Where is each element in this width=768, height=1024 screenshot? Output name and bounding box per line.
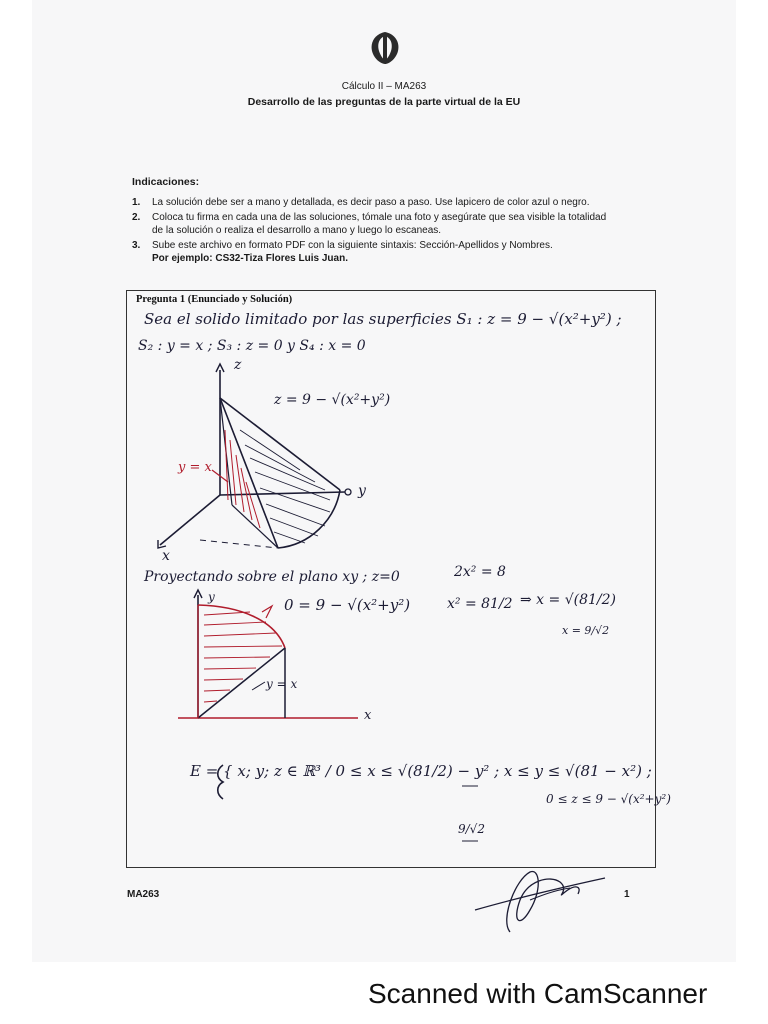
handwritten-signature	[470, 860, 610, 940]
plane-equation-label: y = x	[178, 460, 212, 475]
x-axis-label: x	[162, 548, 170, 564]
y-axis-arrow	[345, 489, 351, 495]
x-axis	[160, 495, 220, 545]
arc-pointer	[262, 606, 272, 618]
region-definition: E = { x; y; z ∈ ℝ³ / 0 ≤ x ≤ √(81/2) − y² ; x ≤ y ≤ √(81 − x²) ;	[190, 762, 652, 780]
handwritten-statement-line-2: S₂ : y = x ; S₃ : z = 0 y S₄ : x = 0	[138, 338, 366, 354]
course-title: Cálculo II – MA263	[341, 81, 427, 92]
projection-heading: Proyectando sobre el plano xy ; z=0	[144, 569, 400, 585]
equation-x-squared: x² = 81/2	[447, 596, 513, 612]
proj-y-label: y	[208, 590, 215, 604]
region-z-bounds: 0 ≤ z ≤ 9 − √(x²+y²)	[546, 792, 671, 806]
region-x-upper-value: 9/√2	[458, 822, 485, 836]
camscanner-watermark: Scanned with CamScanner	[368, 978, 708, 1009]
base-dashed-line	[200, 540, 278, 548]
equation-zero: 0 = 9 − √(x²+y²)	[284, 596, 411, 614]
equation-2x2: 2x² = 8	[454, 564, 506, 580]
instruction-number: 2.	[132, 212, 141, 223]
equation-x-value: x = 9/√2	[562, 624, 610, 637]
proj-line-label: y = x	[266, 677, 298, 691]
instruction-line: de la solución o realiza el desarrollo a mano y luego lo escaneas.	[152, 225, 442, 236]
instruction-line: La solución debe ser a mano y detallada, es decir paso a paso. Use lapicero de color azul o negro.	[152, 197, 590, 208]
footer-page-number: 1	[624, 889, 630, 900]
proj-x-label: x	[364, 708, 372, 723]
y-axis-label: y	[358, 483, 366, 499]
instruction-number: 1.	[132, 197, 141, 208]
instruction-line: Por ejemplo: CS32-Tiza Flores Luis Juan.	[152, 253, 348, 264]
surface-equation-label: z = 9 − √(x²+y²)	[274, 392, 391, 408]
z-axis-label: z	[234, 357, 242, 373]
instruction-number: 3.	[132, 240, 141, 251]
y-axis	[220, 492, 345, 495]
question-title: Pregunta 1 (Enunciado y Solución)	[136, 294, 293, 305]
document-subtitle: Desarrollo de las preguntas de la parte virtual de la EU	[247, 96, 521, 108]
base-arc	[278, 490, 340, 548]
instructions-title: Indicaciones:	[132, 176, 200, 188]
instruction-line: Coloca tu firma en cada una de las soluciones, tómale una foto y asegúrate que sea visible la totalidad	[152, 212, 607, 223]
footer-course-code: MA263	[127, 889, 160, 900]
plane-hatching	[225, 430, 260, 528]
equation-x-root: ⇒ x = √(81/2)	[520, 592, 616, 608]
proj-circle-arc	[198, 605, 285, 648]
line-pointer	[252, 682, 265, 690]
handwritten-statement-line-1: Sea el solido limitado por las superficies S₁ : z = 9 − √(x²+y²) ;	[144, 310, 622, 328]
instruction-line: Sube este archivo en formato PDF con la siguiente sintaxis: Sección-Apellidos y Nombres.	[152, 240, 553, 251]
